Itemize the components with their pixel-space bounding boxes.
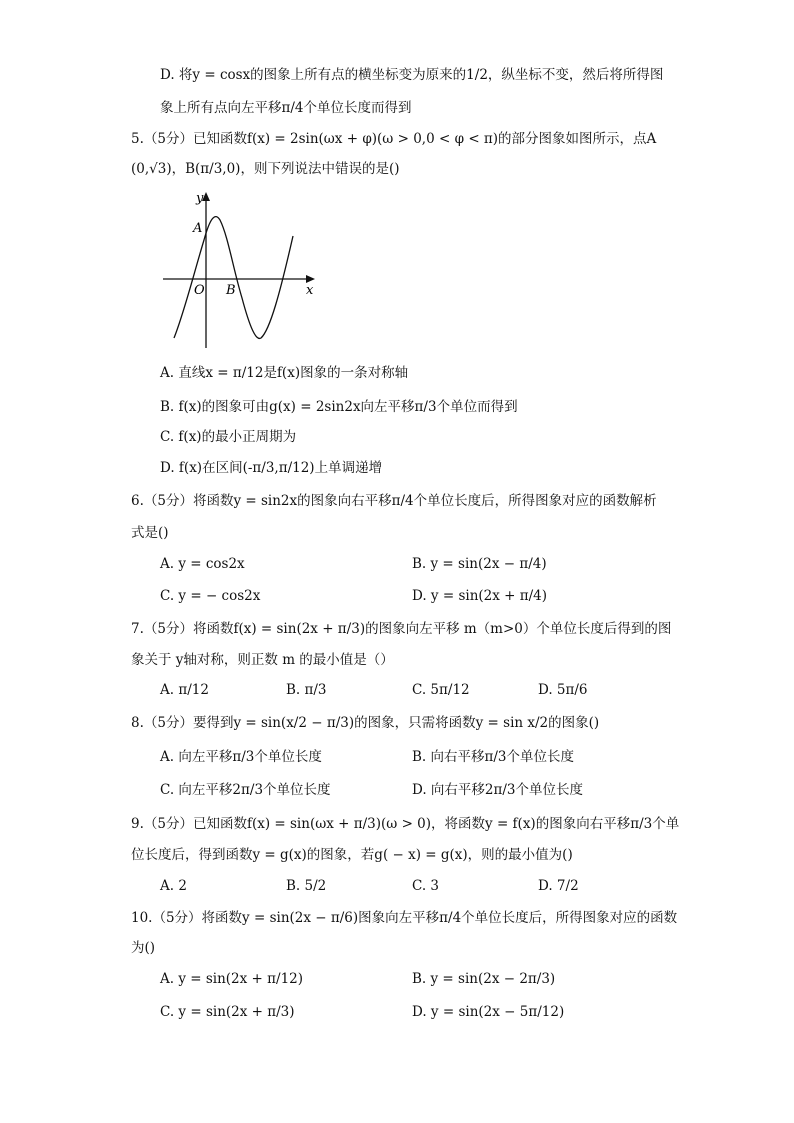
q9-option-b: B. 5/2 xyxy=(286,878,327,894)
q10-option-d: D. y = sin(2x − 5π/12) xyxy=(412,1004,565,1020)
q9-option-d: D. 7/2 xyxy=(538,878,579,894)
q5-function-graph xyxy=(160,188,320,353)
q5-option-b: B. f(x)的图象可由g(x) = 2sin2x向左平移π/3个单位而得到 xyxy=(160,399,518,415)
q8-option-b: B. 向右平移π/3个单位长度 xyxy=(412,749,575,765)
q6-stem-line2: 式是() xyxy=(131,525,169,541)
q8-option-c: C. 向左平移2π/3个单位长度 xyxy=(160,782,331,798)
q5-stem-line1: 5.（5分）已知函数f(x) = 2sin(ωx + φ)(ω > 0,0 < φ < π)的部分图象如图所示，点A xyxy=(131,131,657,147)
q9-option-c: C. 3 xyxy=(412,878,440,894)
x-axis-arrow xyxy=(306,275,315,283)
q4-option-d-line1: D. 将y = cosx的图象上所有点的横坐标变为原来的1/2，纵坐标不变，然后将所得图 xyxy=(160,67,664,83)
label-o: O xyxy=(194,283,205,298)
label-a: A xyxy=(193,221,203,236)
label-y: y xyxy=(196,191,204,206)
q9-stem-line2: 位长度后，得到函数y = g(x)的图象，若g( − x) = g(x)，则的最小值为() xyxy=(131,847,573,863)
q5-option-c: C. f(x)的最小正周期为 xyxy=(160,429,297,445)
q5-option-a: A. 直线x = π/12是f(x)图象的一条对称轴 xyxy=(160,365,409,381)
q7-option-a: A. π/12 xyxy=(160,682,209,698)
q7-option-d: D. 5π/6 xyxy=(538,682,588,698)
q7-option-c: C. 5π/12 xyxy=(412,682,470,698)
label-x: x xyxy=(306,283,314,298)
q7-option-b: B. π/3 xyxy=(286,682,327,698)
q6-stem-line1: 6.（5分）将函数y = sin2x的图象向右平移π/4个单位长度后，所得图象对应的函数解析 xyxy=(131,493,657,509)
q10-stem-line1: 10.（5分）将函数y = sin(2x − π/6)图象向左平移π/4个单位长度后，所得图象对应的函数 xyxy=(131,910,678,926)
q6-option-b: B. y = sin(2x − π/4) xyxy=(412,556,547,572)
q8-stem-line1: 8.（5分）要得到y = sin(x/2 − π/3)的图象，只需将函数y = sin x/2的图象() xyxy=(131,715,600,731)
q6-option-d: D. y = sin(2x + π/4) xyxy=(412,588,548,604)
q5-stem-line2: (0,√3)，B(π/3,0)，则下列说法中错误的是() xyxy=(131,161,400,177)
q4-option-d-line2: 象上所有点向左平移π/4个单位长度而得到 xyxy=(160,100,412,116)
q7-stem-line2: 象关于 y轴对称，则正数 m 的最小值是（） xyxy=(131,652,394,668)
q7-stem-line1: 7.（5分）将函数f(x) = sin(2x + π/3)的图象向左平移 m（m>0）个单位长度后得到的图 xyxy=(131,621,672,637)
q6-option-a: A. y = cos2x xyxy=(160,556,245,572)
q8-option-a: A. 向左平移π/3个单位长度 xyxy=(160,749,322,765)
q10-option-c: C. y = sin(2x + π/3) xyxy=(160,1004,295,1020)
q10-option-a: A. y = sin(2x + π/12) xyxy=(160,971,304,987)
q10-option-b: B. y = sin(2x − 2π/3) xyxy=(412,971,556,987)
q5-option-d: D. f(x)在区间(-π/3,π/12)上单调递增 xyxy=(160,460,383,476)
q8-option-d: D. 向右平移2π/3个单位长度 xyxy=(412,782,584,798)
q9-stem-line1: 9.（5分）已知函数f(x) = sin(ωx + π/3)(ω > 0)，将函数y = f(x)的图象向右平移π/3个单 xyxy=(131,816,680,832)
q6-option-c: C. y = − cos2x xyxy=(160,588,261,604)
q9-option-a: A. 2 xyxy=(160,878,187,894)
sine-curve xyxy=(174,217,293,339)
q10-stem-line2: 为() xyxy=(131,940,156,956)
label-b: B xyxy=(226,283,236,298)
